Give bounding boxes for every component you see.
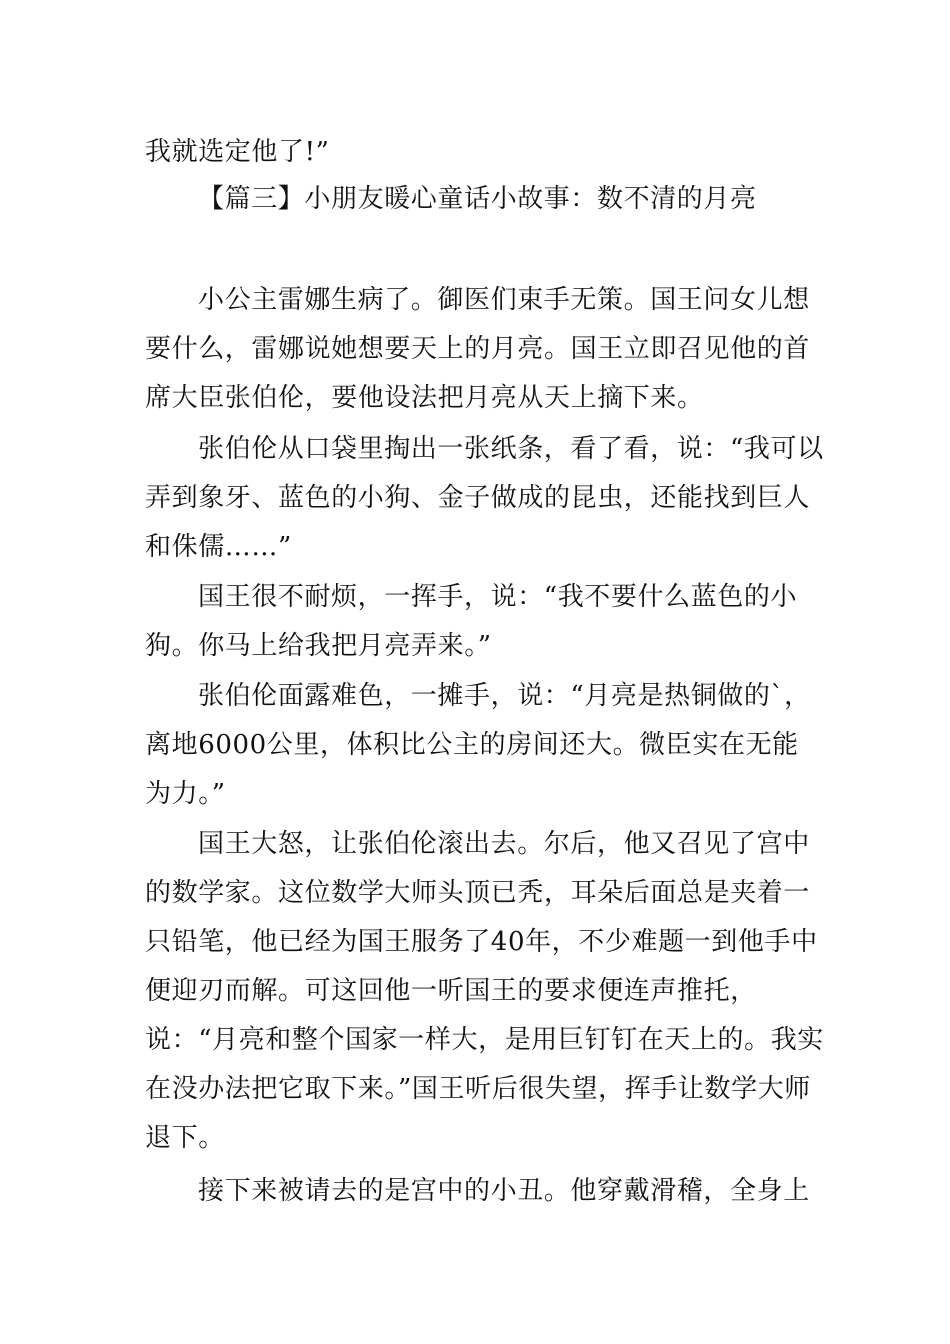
paragraph-6: 接下来被请去的是宫中的小丑。他穿戴滑稽，全身上	[198, 1176, 810, 1206]
paragraph-4: 张伯伦面露难色，一摊手，说：“月亮是热铜做的`，离地6000公里，体积比公主的房间还大。微臣实在无能为力。”	[145, 681, 811, 809]
paragraph-3: 国王很不耐烦，一挥手，说：“我不要什么蓝色的小狗。你马上给我把月亮弄来。”	[145, 582, 798, 661]
section-title: 【篇三】小朋友暖心童话小故事：数不清的月亮	[198, 184, 757, 214]
paragraph-5: 国王大怒，让张伯伦滚出去。尔后，他又召见了宫中的数学家。这位数学大师头顶已秃，耳朵后面总是夹着一只铅笔，他已经为国王服务了40年，不少难题一到他手中便迎刃而解。可这回他一听国王的要求便连声推托，说：“月亮和整个国家一样大，是用巨钉钉在天上的。我实在没办法把它取下来。”国王听后很失望，挥手让数学大师退下。	[145, 829, 824, 1153]
paragraph-1: 小公主雷娜生病了。御医们束手无策。国王问女儿想要什么，雷娜说她想要天上的月亮。国王立即召见他的首席大臣张伯伦，要他设法把月亮从天上摘下来。	[145, 285, 811, 413]
carryover-line: 我就选定他了!”	[145, 137, 330, 167]
paragraph-2: 张伯伦从口袋里掏出一张纸条，看了看，说：“我可以弄到象牙、蓝色的小狗、金子做成的昆虫，还能找到巨人和侏儒……”	[145, 434, 824, 562]
